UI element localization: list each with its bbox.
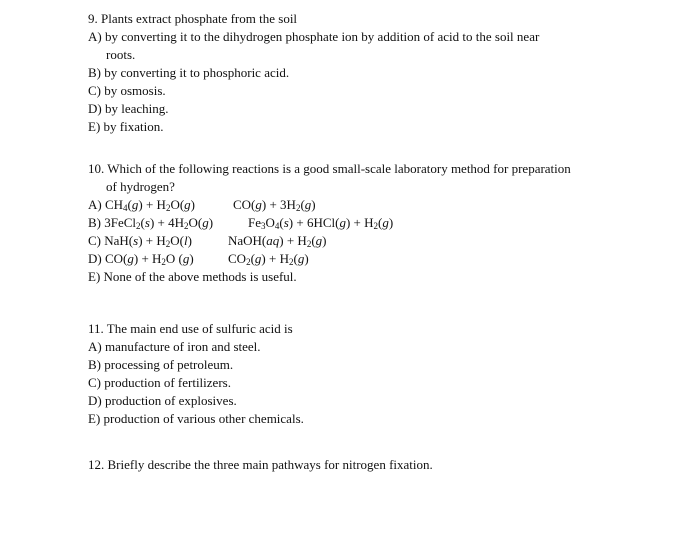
question-9-option-d: D) by leaching. bbox=[88, 101, 169, 116]
question-11-option-b: B) processing of petroleum. bbox=[88, 357, 234, 372]
question-9-option-a: A) by converting it to the dihydrogen phosphate ion by addition of acid to the soil near roots. bbox=[88, 29, 540, 62]
question-10-option-b: B) 3FeCl$_2$(s) + $4H_2O(g)$ $Fe_3O_4(s) + 6HCl(g) + H_2(g)$ bbox=[88, 215, 394, 231]
question-9-stem: 9. Plants extract phosphate from the soil bbox=[88, 11, 298, 26]
question-9-option-c: C) by osmosis. bbox=[88, 83, 166, 98]
question-10-stem-continued: of hydrogen? bbox=[106, 179, 175, 194]
question-10-option-c: C) $NaH(s) + H_2O(l)$ NaOH(aq) + $H_2(g)$ bbox=[88, 233, 327, 249]
question-10 bbox=[88, 160, 648, 286]
question-10-option-a: A) $CH_4(g) + H_2O(g)$ $CO(g) + 3H_2(g)$ bbox=[88, 197, 316, 213]
question-9 bbox=[88, 10, 648, 136]
question-11-options bbox=[88, 338, 648, 428]
question-10-options bbox=[88, 196, 648, 286]
question-12-stem: 12. Briefly describe the three main pathways for nitrogen fixation. bbox=[88, 457, 433, 472]
question-9-options bbox=[88, 28, 648, 136]
question-11-option-e: E) production of various other chemicals. bbox=[88, 411, 304, 426]
question-11-option-a: A) manufacture of iron and steel. bbox=[88, 339, 261, 354]
question-9-option-b: B) by converting it to phosphoric acid. bbox=[88, 65, 290, 80]
question-11-stem: 11. The main end use of sulfuric acid is bbox=[88, 321, 293, 336]
question-9-option-e: E) by fixation. bbox=[88, 119, 164, 134]
question-11-option-c: C) production of fertilizers. bbox=[88, 375, 231, 390]
question-11 bbox=[88, 320, 648, 428]
question-10-option-e: E) None of the above methods is useful. bbox=[88, 269, 297, 284]
question-10-stem: 10. Which of the following reactions is a good small-scale laboratory method for preparation bbox=[88, 161, 571, 176]
question-12 bbox=[88, 456, 648, 474]
question-10-option-d: D) $CO(g) + H_2O$ (g) $CO_2(g) + H_2(g)$ bbox=[88, 251, 309, 267]
question-11-option-d: D) production of explosives. bbox=[88, 393, 237, 408]
